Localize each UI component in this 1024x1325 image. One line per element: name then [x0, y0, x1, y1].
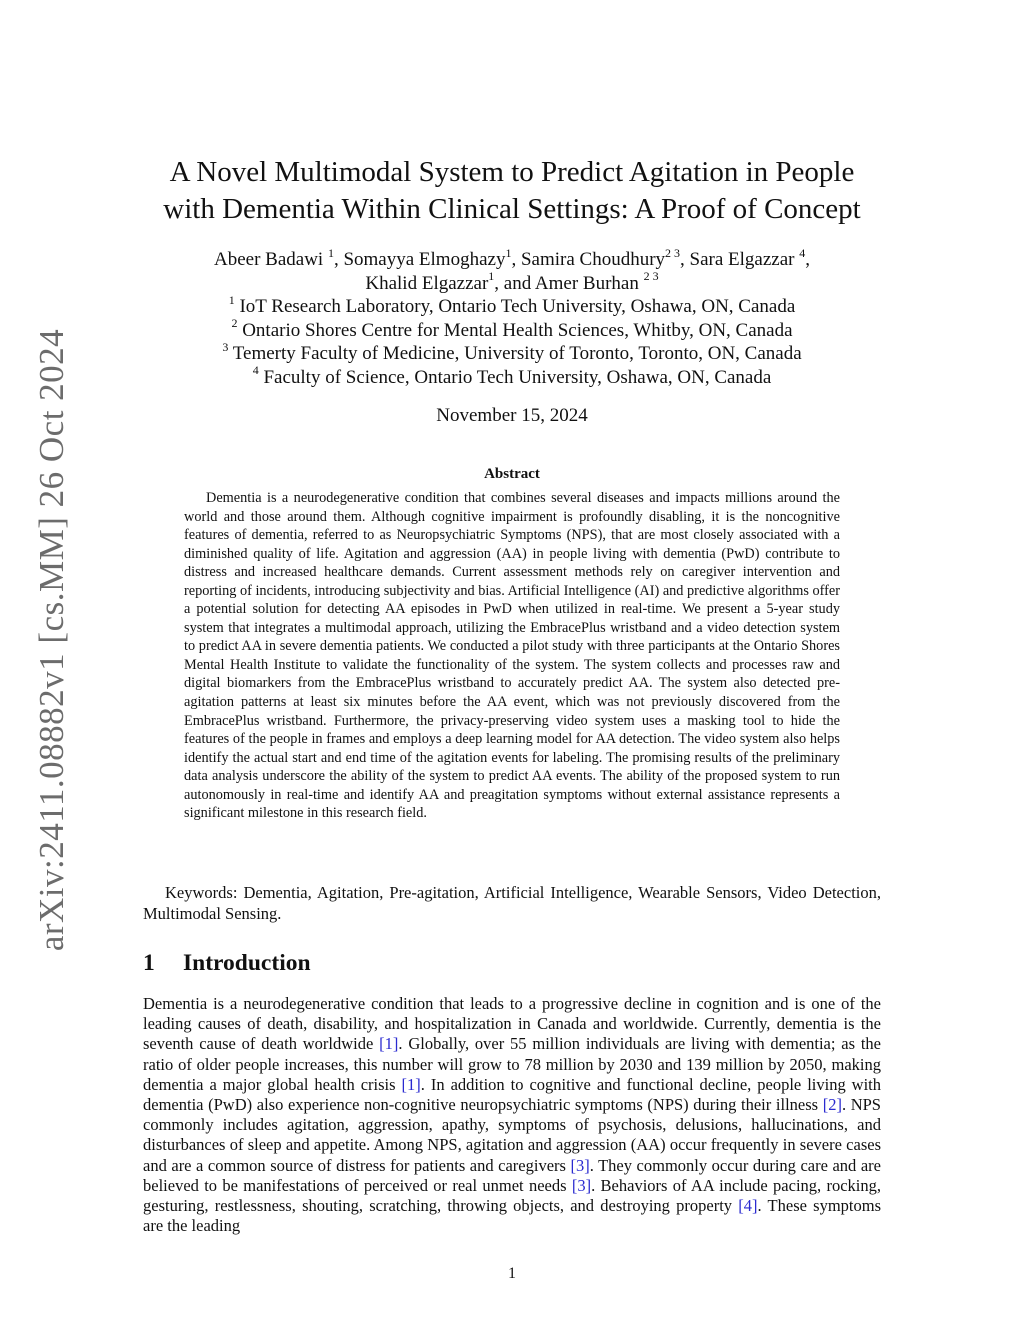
affiliation-text: Temerty Faculty of Medicine, University of Toronto, Toronto, ON, Canada — [228, 343, 802, 364]
author-name: , Samira Choudhury — [511, 249, 666, 270]
affiliation-mark: 2 — [231, 316, 238, 331]
author-list — [120, 245, 904, 295]
author-affil-mark: 1 — [488, 269, 495, 284]
intro-text: . In addition to cognitive and functional decline, people living with dementia (PwD) also experience non-cognitive neuropsychiatric symptoms (NPS) during their illness — [143, 1074, 882, 1115]
author-name: , and Amer Burhan — [494, 272, 644, 294]
author-affil-mark: 2 3 — [665, 245, 681, 260]
affiliation-mark: 1 — [228, 292, 235, 307]
author-affil-mark: 4 — [799, 245, 806, 260]
introduction-paragraph — [143, 994, 881, 1236]
author-separator: , — [805, 249, 810, 270]
intro-text: . They commonly occur during care and are believed to be manifestations of perceived or real unmet needs — [143, 1155, 881, 1195]
section-title: Introduction — [183, 950, 311, 976]
affiliation-3 — [120, 339, 904, 366]
arxiv-stamp: arXiv:2411.08882v1 [cs.MM] 26 Oct 2024 — [32, 328, 71, 952]
title-line-2: with Dementia Within Clinical Settings: A Proof of Concept — [163, 193, 861, 225]
affiliation-2 — [120, 316, 904, 343]
author-name: Khalid Elgazzar — [365, 272, 489, 294]
author-name: Abeer Badawi — [213, 249, 328, 270]
intro-text: Dementia is a neurodegenerative condition that leads to a progressive decline in cognition and is one of the leading causes of death, disability, and hospitalization in Canada and worldwide. Currently, dementia is the seventh cause of death worldwide — [143, 994, 881, 1054]
abstract-text: Dementia is a neurodegenerative condition that combines several diseases and impacts millions around the world and those around them. Although cognitive impairment is profoundly disabling, it is the noncognitive features of dementia, referred to as Neuropsychiatric Symptoms (NPS), that are most closely associated with a diminished quality of life. Agitation and aggression (AA) in people living with dementia (PwD) contribute to distress and increased healthcare demands. Current assessment methods rely on caregiver intervention and reporting of incidents, introducing subjectivity and bias. Artificial Intelligence (AI) and predictive algorithms offer a potential solution for detecting AA episodes in PwD when utilized in real-time. We present a 5-year study system that integrates a multimodal approach, utilizing the EmbracePlus wristband and a video detection system to predict AA in severe dementia patients. We conducted a pilot study with three participants at the Ontario Shores Mental Health Institute to validate the functionality of the system. The system collects and processes raw and digital biomarkers from the EmbracePlus wristband to accurately predict AA. The system also detected pre-agitation patterns at least six minutes before the AA event, which was not previously discovered from the EmbracePlus wristband. Furthermore, the privacy-preserving video system uses a masking tool to hide the features of the people in frames and employs a deep learning model for AA detection. The video system also helps identify the actual start and end time of the agitation events for labeling. The promising results of the preliminary data analysis underscore the ability of the system to predict AA events. The ability of the proposed system to run autonomously in real-time and identify AA and preagitation symptoms without external assistance represents a significant milestone in this research field. — [184, 490, 841, 822]
citation-link[interactable]: [2] — [822, 1095, 842, 1115]
author-affil-mark: 2 3 — [643, 269, 659, 284]
abstract-heading: Abstract — [484, 466, 540, 482]
title-line-1: A Novel Multimodal System to Predict Agitation in People — [169, 156, 855, 188]
section-heading — [143, 950, 311, 977]
citation-link[interactable]: [3] — [570, 1155, 590, 1175]
keywords: Keywords: Dementia, Agitation, Pre-agitation, Artificial Intelligence, Wearable Sensors, Video Detection, Multimodal Sensing. — [143, 883, 881, 923]
author-affil-mark: 1 — [327, 245, 334, 260]
citation-link[interactable]: [3] — [571, 1175, 592, 1195]
intro-text: . NPS commonly includes agitation, aggression, apathy, symptoms of psychosis, delusions, hallucinations, and disturbances of sleep and appetite. Among NPS, agitation and aggression (AA) occur frequently in severe cases and are a common source of distress for patients and caregivers — [143, 1095, 881, 1175]
section-number: 1 — [143, 950, 155, 976]
author-block — [120, 245, 904, 389]
citation-link[interactable]: [1] — [379, 1034, 399, 1054]
affiliation-text: Faculty of Science, Ontario Tech University, Oshawa, ON, Canada — [258, 366, 772, 388]
affiliation-mark: 3 — [222, 339, 229, 354]
affiliation-text: Ontario Shores Centre for Mental Health Sciences, Whitby, ON, Canada — [237, 319, 793, 341]
intro-text: . These symptoms are the leading — [143, 1196, 881, 1236]
paper-title — [120, 154, 904, 228]
author-name: , Somayya Elmoghazy — [333, 249, 506, 270]
author-affil-mark: 1 — [505, 245, 512, 260]
intro-text: . Globally, over 55 million individuals are living with dementia; as the ratio of older people increases, this number will grow to 78 million by 2030 and 139 million by 2050, making dementia a major global health crisis — [143, 1034, 881, 1094]
paper-date: November 15, 2024 — [436, 405, 588, 426]
affiliation-mark: 4 — [252, 363, 259, 378]
author-name: , Sara Elgazzar — [680, 249, 800, 270]
citation-link[interactable]: [4] — [738, 1196, 758, 1216]
page-number: 1 — [508, 1265, 516, 1282]
affiliation-1 — [120, 292, 904, 319]
citation-link[interactable]: [1] — [401, 1074, 421, 1094]
intro-text: . Behaviors of AA include pacing, rocking, gesturing, restlessness, shouting, scratching, throwing objects, and destroying property — [143, 1175, 881, 1216]
affiliation-text: IoT Research Laboratory, Ontario Tech University, Oshawa, ON, Canada — [234, 296, 796, 317]
affiliation-4 — [120, 363, 904, 390]
